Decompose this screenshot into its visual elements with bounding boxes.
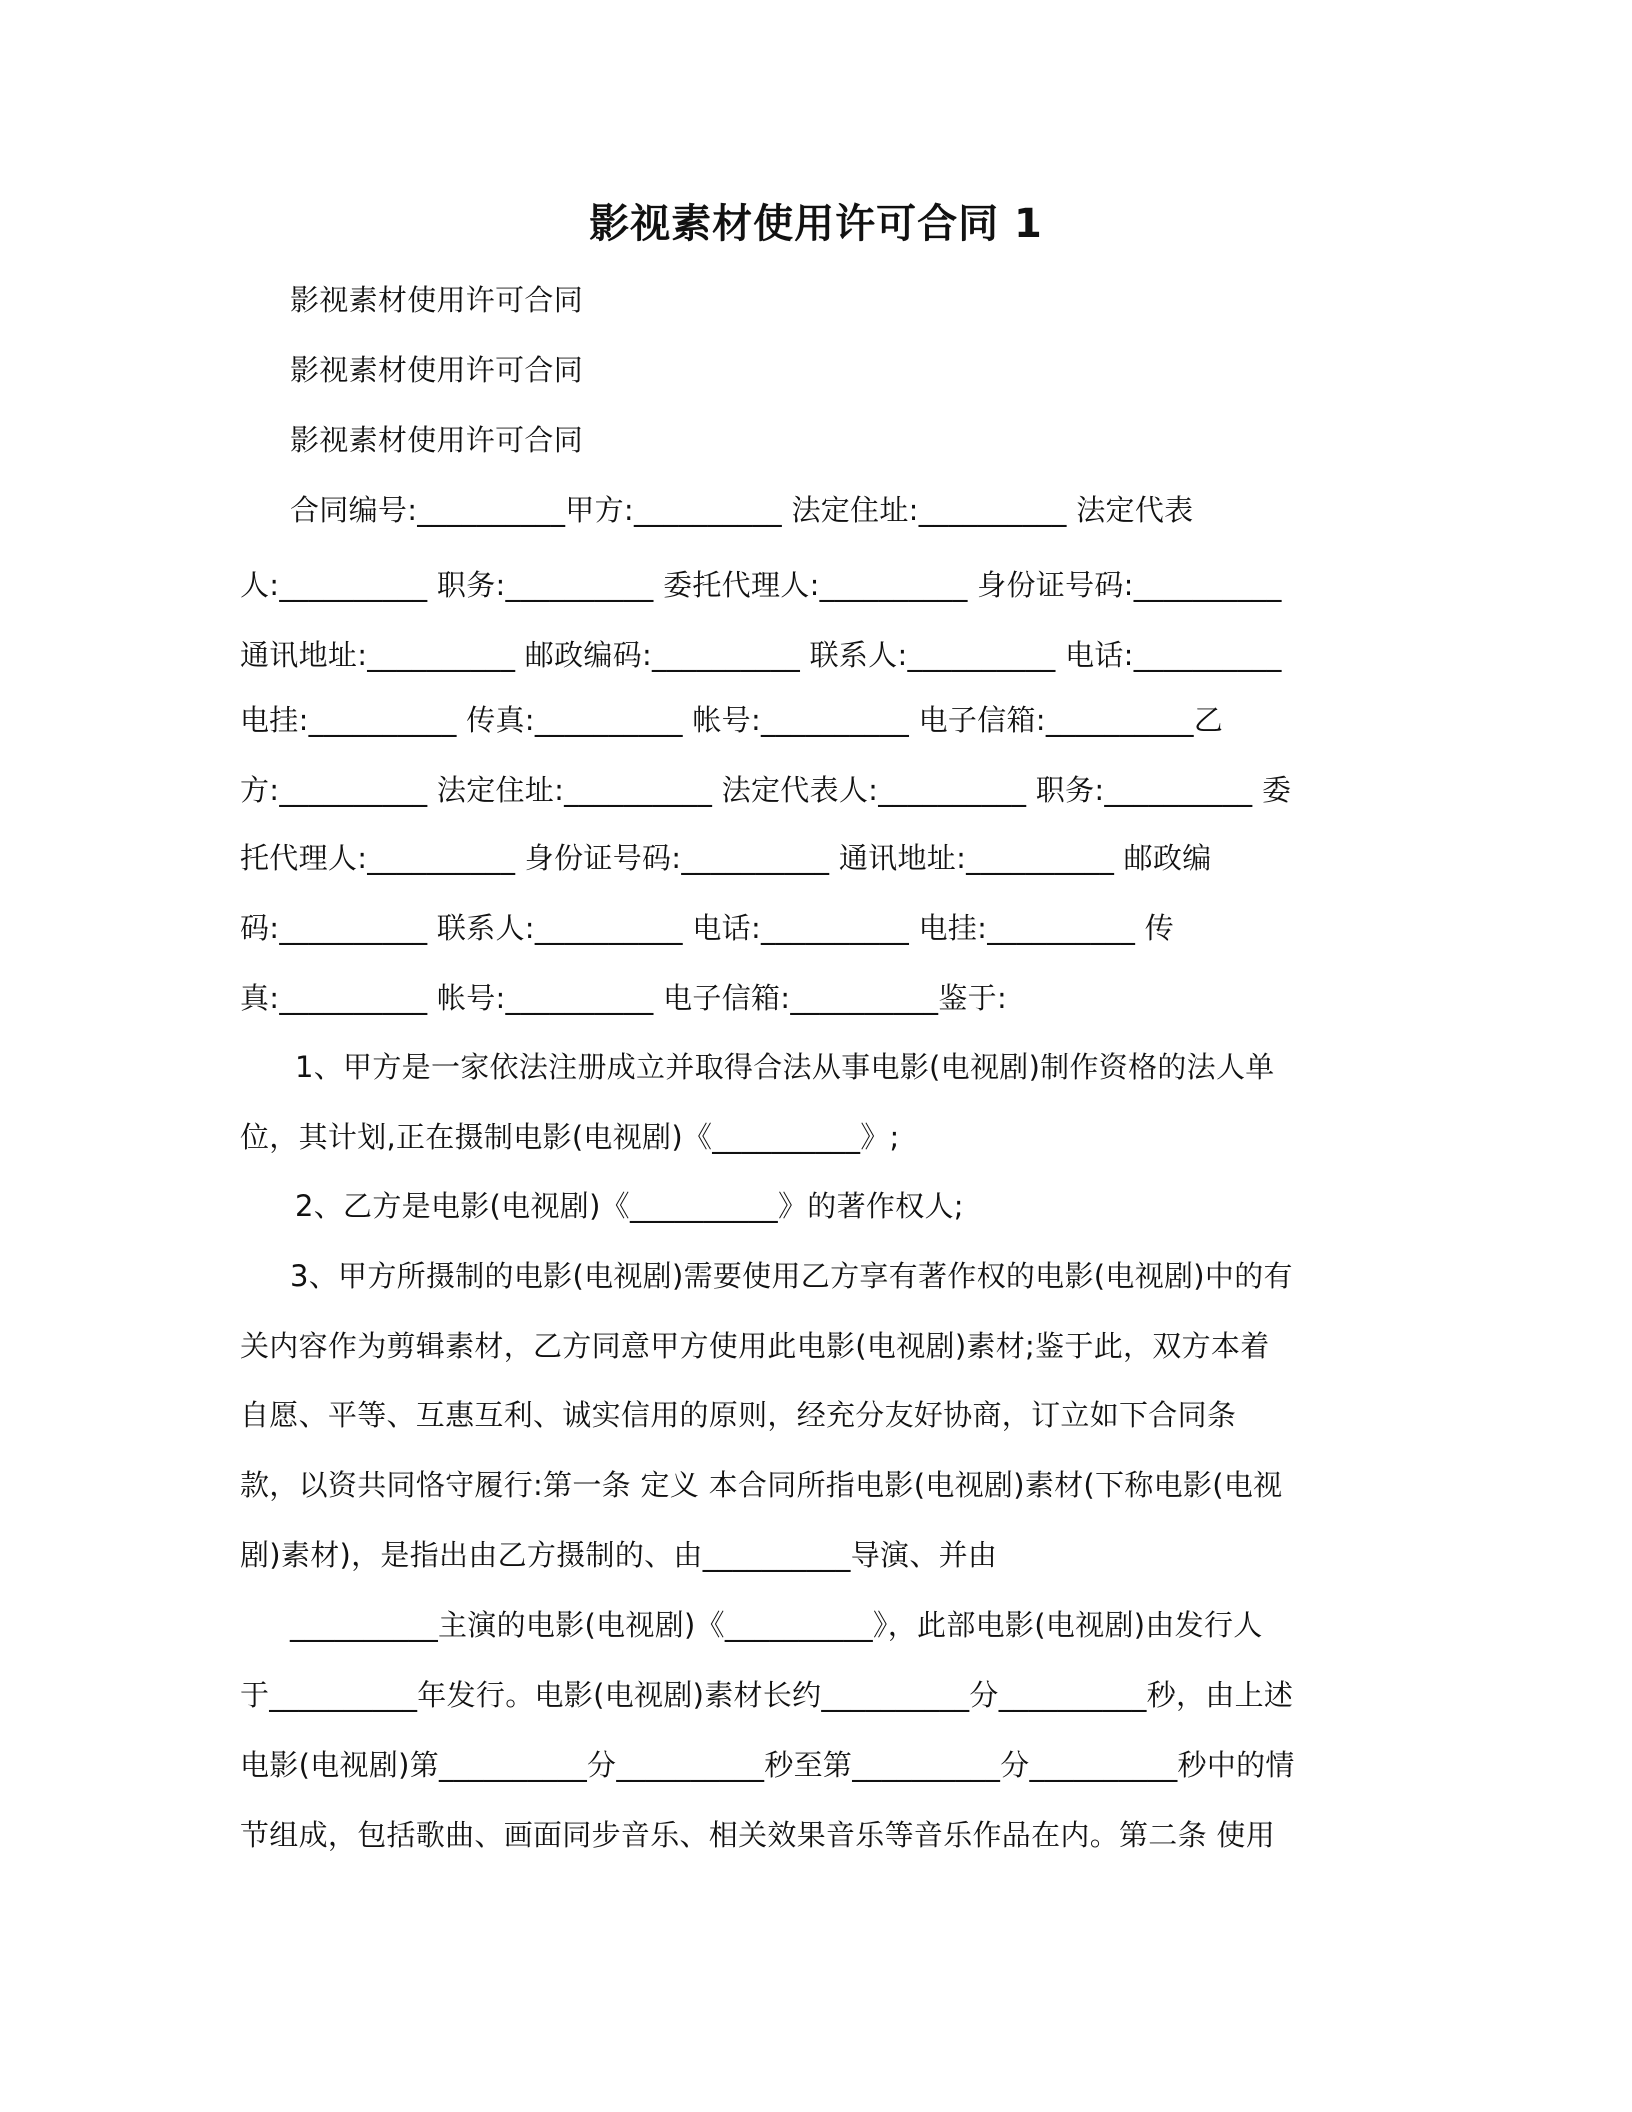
clause-3-line-7: 于__________年发行。电影(电视剧)素材长约__________分__________秒，由上述 xyxy=(240,1678,1294,1712)
clause-3-line-9: 节组成，包括歌曲、画面同步音乐、相关效果音乐等音乐作品在内。第二条 使用 xyxy=(240,1818,1276,1852)
body-line-5: 人:__________ 职务:__________ 委托代理人:__________ 身份证号码:__________ xyxy=(240,568,1282,602)
clause-2-line: 2、乙方是电影(电视剧)《__________》的著作权人; xyxy=(295,1189,964,1223)
clause-1-line-1: 1、甲方是一家依法注册成立并取得合法从事电影(电视剧)制作资格的法人单 xyxy=(295,1050,1275,1084)
body-line-9: 托代理人:__________ 身份证号码:__________ 通讯地址:__________ 邮政编 xyxy=(240,841,1212,875)
body-line-11: 真:__________ 帐号:__________ 电子信箱:__________鉴于: xyxy=(240,981,1008,1015)
body-line-4: 合同编号:__________甲方:__________ 法定住址:__________ 法定代表 xyxy=(290,493,1194,527)
clause-3-line-3: 自愿、平等、互惠互利、诚实信用的原则，经充分友好协商，订立如下合同条 xyxy=(240,1398,1237,1432)
clause-3-line-6: __________主演的电影(电视剧)《__________》，此部电影(电视剧)由发行人 xyxy=(290,1608,1263,1642)
subtitle-line-2: 影视素材使用许可合同 xyxy=(290,353,584,387)
clause-1-line-2: 位，其计划,正在摄制电影(电视剧)《__________》; xyxy=(240,1120,900,1154)
clause-3-line-8: 电影(电视剧)第__________分__________秒至第__________分__________秒中的情 xyxy=(240,1748,1295,1782)
body-line-10: 码:__________ 联系人:__________ 电话:__________ 电挂:__________ 传 xyxy=(240,911,1175,945)
clause-3-line-2: 关内容作为剪辑素材，乙方同意甲方使用此电影(电视剧)素材;鉴于此，双方本着 xyxy=(240,1329,1270,1363)
clause-3-line-1: 3、甲方所摄制的电影(电视剧)需要使用乙方享有著作权的电影(电视剧)中的有 xyxy=(290,1259,1293,1293)
body-line-7: 电挂:__________ 传真:__________ 帐号:__________ 电子信箱:__________乙 xyxy=(240,703,1224,737)
document-title: 影视素材使用许可合同 1 xyxy=(589,201,1043,247)
body-line-8: 方:__________ 法定住址:__________ 法定代表人:__________ 职务:__________ 委 xyxy=(240,773,1292,807)
subtitle-line-1: 影视素材使用许可合同 xyxy=(290,283,584,317)
subtitle-line-3: 影视素材使用许可合同 xyxy=(290,423,584,457)
clause-3-line-4: 款，以资共同恪守履行:第一条 定义 本合同所指电影(电视剧)素材(下称电影(电视 xyxy=(240,1468,1283,1502)
clause-3-line-5: 剧)素材)，是指出由乙方摄制的、由__________导演、并由 xyxy=(240,1538,998,1572)
body-line-6: 通讯地址:__________ 邮政编码:__________ 联系人:__________ 电话:__________ xyxy=(240,638,1282,672)
